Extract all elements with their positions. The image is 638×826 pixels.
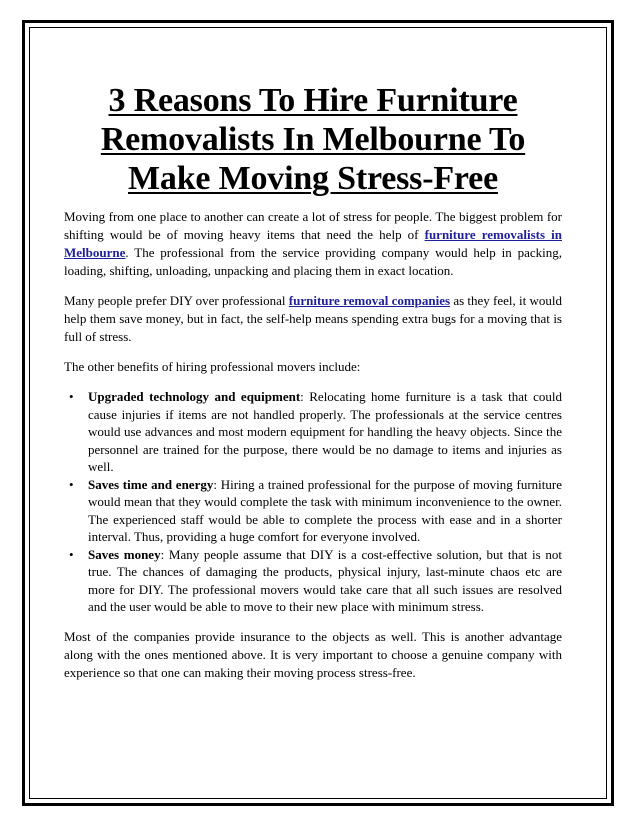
bullet-icon: • — [69, 389, 74, 404]
document-content — [64, 81, 562, 682]
furniture-removal-companies-link[interactable]: furniture removal companies — [288, 293, 451, 308]
benefit-text: : Hiring a trained professional for the purpose of moving furniture would mean that they would complete the task with minimum inconvenience to the owner. The experienced staff would be able to complete the process with ease and in a shorter interval. Thus, providing a huge comfort for everyone involved. — [88, 476, 562, 544]
diy-text-before: Many people prefer DIY over professional — [64, 293, 289, 308]
closing-paragraph: Most of the companies provide insurance to the objects as well. This is another advantage along with the ones mentioned above. It is very important to choose a genuine company with experience so that one can making their moving process stress-free. — [64, 628, 562, 680]
bullet-icon: • — [69, 476, 74, 492]
diy-paragraph — [64, 292, 562, 346]
bullet-icon: • — [69, 546, 74, 562]
diy-text-after: as they feel, it would help them save money, but in fact, the self-help means spending extra bugs for a moving that is full of stress. — [64, 293, 562, 344]
list-item — [69, 388, 562, 476]
intro-text-before: Moving from one place to another can create a lot of stress for people. The biggest problem for shifting would be of moving heavy items that need the help of — [64, 209, 562, 242]
intro-paragraph — [64, 208, 562, 280]
benefits-list — [64, 388, 562, 616]
intro-text-after: . The professional from the service providing company would help in packing, loading, shifting, unloading, unpacking and placing them in exact location. — [64, 245, 562, 278]
benefit-heading: Upgraded technology and equipment — [88, 389, 301, 404]
benefit-text: : Relocating home furniture is a task that could cause injuries if items are not handled properly. The professionals at the service centres would use advances and most modern equipment for handling the heavy objects. Since the personnel are trained for the purpose, there would be no damage to items and injuries as well. — [88, 389, 562, 474]
benefits-intro-paragraph: The other benefits of hiring professional movers include: — [64, 359, 361, 374]
furniture-removalists-link[interactable]: furniture removalists in Melbourne — [64, 227, 562, 260]
benefit-heading: Saves time and energy — [88, 476, 214, 492]
document-title: 3 Reasons To Hire Furniture Removalists In Melbourne To Make Moving Stress-Free — [100, 82, 526, 197]
benefit-heading: Saves money — [88, 546, 161, 562]
list-item — [69, 546, 562, 616]
benefit-text: : Many people assume that DIY is a cost-effective solution, but that is not true. The chances of damaging the products, physical injury, last-minute chaos etc are more for DIY. The professional movers would take care that all such issues are resolved and the user would be able to move to their new place with minimum stress. — [88, 546, 562, 614]
list-item — [69, 476, 562, 546]
